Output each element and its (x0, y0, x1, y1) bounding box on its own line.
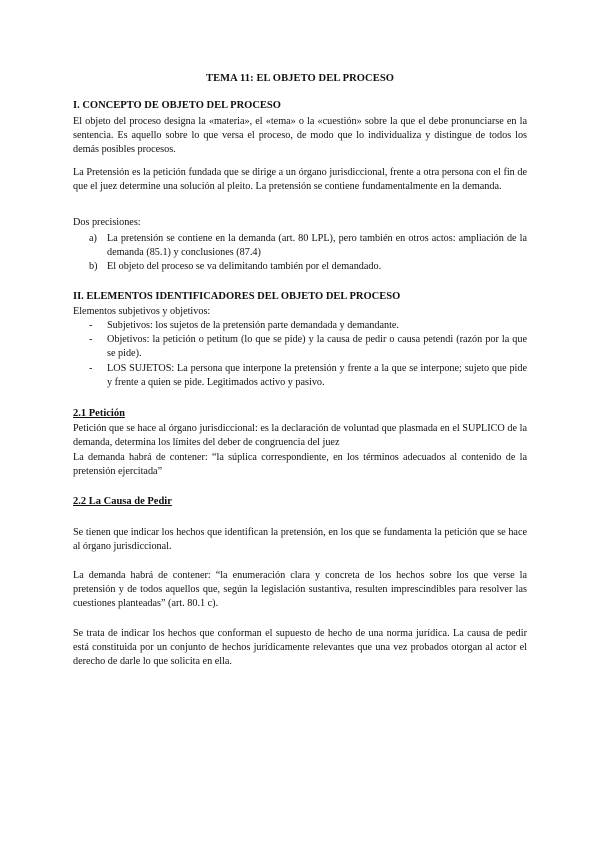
subsection-2-2-paragraph-1: Se tienen que indicar los hechos que identifican la pretensión, en los que se fundamenta la petición que se hace al órgano jurisdiccional. (73, 527, 527, 553)
section-2-heading: II. ELEMENTOS IDENTIFICADORES DEL OBJETO DEL PROCESO (73, 291, 401, 302)
list-item-text: Objetivos: la petición o petitum (lo que se pide) y la causa de pedir o causa petendi (razón por la que se pide). (107, 334, 527, 360)
list-marker: - (89, 334, 93, 346)
list-item (73, 362, 527, 390)
section-1-heading: I. CONCEPTO DE OBJETO DEL PROCESO (73, 100, 281, 111)
list-item (73, 232, 527, 260)
list-marker: - (89, 320, 93, 331)
section-1-paragraph-2: La Pretensión es la petición fundada que se dirige a un órgano jurisdiccional, frente a otra persona con el fin de que el juez determine una solución al pleito. La pretensión se contiene fundamentalmente en la demanda. (73, 167, 527, 193)
list-item (73, 260, 527, 274)
list-marker: a) (89, 233, 97, 244)
subsection-2-1-paragraph-2: La demanda habrá de contener: “la súplica correspondiente, en los términos adecuados al contenido de la pretensión ejercitada” (73, 452, 527, 478)
list-marker: - (89, 362, 93, 374)
section-1-paragraph-1: El objeto del proceso designa la «materia», el «tema» o la «cuestión» sobre la que el debe pronunciarse en la sentencia. Es aquello sobre lo que versa el proceso, de modo que lo individualiza y distingue de todos los demás posibles procesos. (73, 116, 527, 156)
list-item (73, 319, 527, 333)
subsection-2-2-paragraph-3: Se trata de indicar los hechos que conforman el supuesto de hecho de una norma jurídica. La causa de pedir está constituida por un conjunto de hechos jurídicamente relevantes que una vez probados otorgan al actor el derecho de darle lo que solicita en ella. (73, 628, 527, 668)
precisiones-list (73, 232, 527, 275)
list-item-text: El objeto del proceso se va delimitando también por el demandado. (107, 261, 382, 273)
subsection-2-1-paragraph-1: Petición que se hace al órgano jurisdiccional: es la declaración de voluntad que plasmada en el SUPLICO de la demanda, determina los límites del deber de congruencia del juez (73, 423, 527, 449)
list-item-text: La pretensión se contiene en la demanda (art. 80 LPL), pero también en otros actos: ampliación de la demanda (85.1) y conclusiones (87.4) (107, 233, 527, 259)
document-title: TEMA 11: EL OBJETO DEL PROCESO (205, 73, 395, 84)
subsection-2-2-paragraph-2: La demanda habrá de contener: “la enumeración clara y concreta de los hechos sobre los que verse la pretensión y de todos aquellos que, según la legislación sustantiva, resulten imprescindibles para resolver las cuestiones planteadas” (art. 80.1 c). (73, 570, 527, 610)
list-item-text: LOS SUJETOS: La persona que interpone la pretensión y frente a la que se interpone; sujeto que pide y frente a quien se pide. Legitimados activo y pasivo. (107, 362, 527, 388)
list-item-text: Subjetivos: los sujetos de la pretensión parte demandada y demandante. (107, 320, 399, 331)
list-marker: b) (89, 261, 98, 273)
section-1-paragraph-3: Dos precisiones: (73, 217, 141, 228)
subsection-2-2-heading: 2.2 La Causa de Pedir (73, 496, 172, 507)
list-item (73, 333, 527, 361)
subsection-2-1-heading: 2.1 Petición (73, 408, 125, 419)
section-2-intro: Elementos subjetivos y objetivos: (73, 306, 211, 317)
elementos-list (73, 319, 527, 390)
